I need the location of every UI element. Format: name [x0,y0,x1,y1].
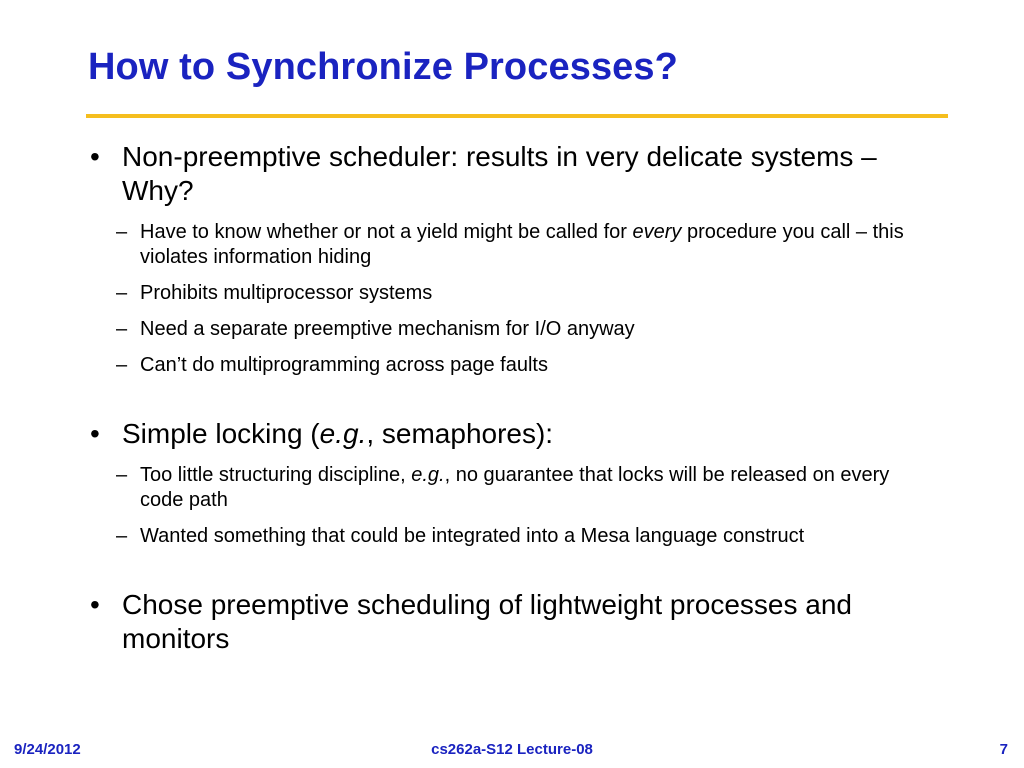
bullet-3-text [122,589,852,654]
slide-body [88,140,928,656]
spacer [88,389,928,417]
emphasis-every: every [632,221,682,243]
sub-bullet-2-1 [92,463,928,513]
text-segment: , semaphores): [366,418,554,449]
text-segment: Simple locking ( [122,418,320,449]
dash-mark: – [116,354,128,376]
dash-mark: – [116,282,128,304]
text-segment: Need a separate preemptive mechanism for I/O anyway [140,318,635,340]
sub-bullet-1-2 [92,281,928,306]
dash-mark: – [116,318,128,340]
footer-date: 9/24/2012 [14,741,81,758]
text-segment: Have to know whether or not a yield might be called for [140,221,633,243]
sub-bullet-1-1 [92,220,928,270]
bullet-1 [88,140,928,378]
bullet-2-text [122,418,553,449]
bullet-mark: • [90,141,100,172]
title-divider [86,114,948,118]
text-segment: Non-preemptive scheduler: results in very delicate systems – Why? [122,141,877,206]
emphasis-eg: e.g. [411,464,445,486]
text-segment: Can’t do multiprogramming across page faults [140,354,548,376]
footer-page-number: 7 [999,741,1008,758]
sub-bullet-1-3 [92,317,928,342]
sub-bullet-1-4 [92,353,928,378]
bullet-mark: • [90,418,100,449]
bullet-mark: • [90,589,100,620]
text-segment: Chose preemptive scheduling of lightweight processes and monitors [122,589,852,654]
slide-title: How to Synchronize Processes? [88,46,678,88]
spacer [88,560,928,588]
text-segment: Prohibits multiprocessor systems [140,282,433,304]
bullet-3 [88,588,928,656]
emphasis-eg: e.g. [319,418,367,449]
bullet-2 [88,417,928,549]
footer-course: cs262a-S12 Lecture-08 [431,741,593,758]
bullet-1-text [122,141,877,206]
text-segment: procedure you call – this violates information hiding [140,221,904,268]
text-segment: Wanted something that could be integrated into a Mesa language construct [140,525,805,547]
dash-mark: – [116,464,128,486]
text-segment: , no guarantee that locks will be released on every code path [140,464,890,511]
dash-mark: – [116,525,128,547]
text-segment: Too little structuring discipline, [140,464,412,486]
bullet-1-sublist [92,220,928,378]
dash-mark: – [116,221,128,243]
bullet-2-sublist [92,463,928,549]
sub-bullet-2-2 [92,524,928,549]
